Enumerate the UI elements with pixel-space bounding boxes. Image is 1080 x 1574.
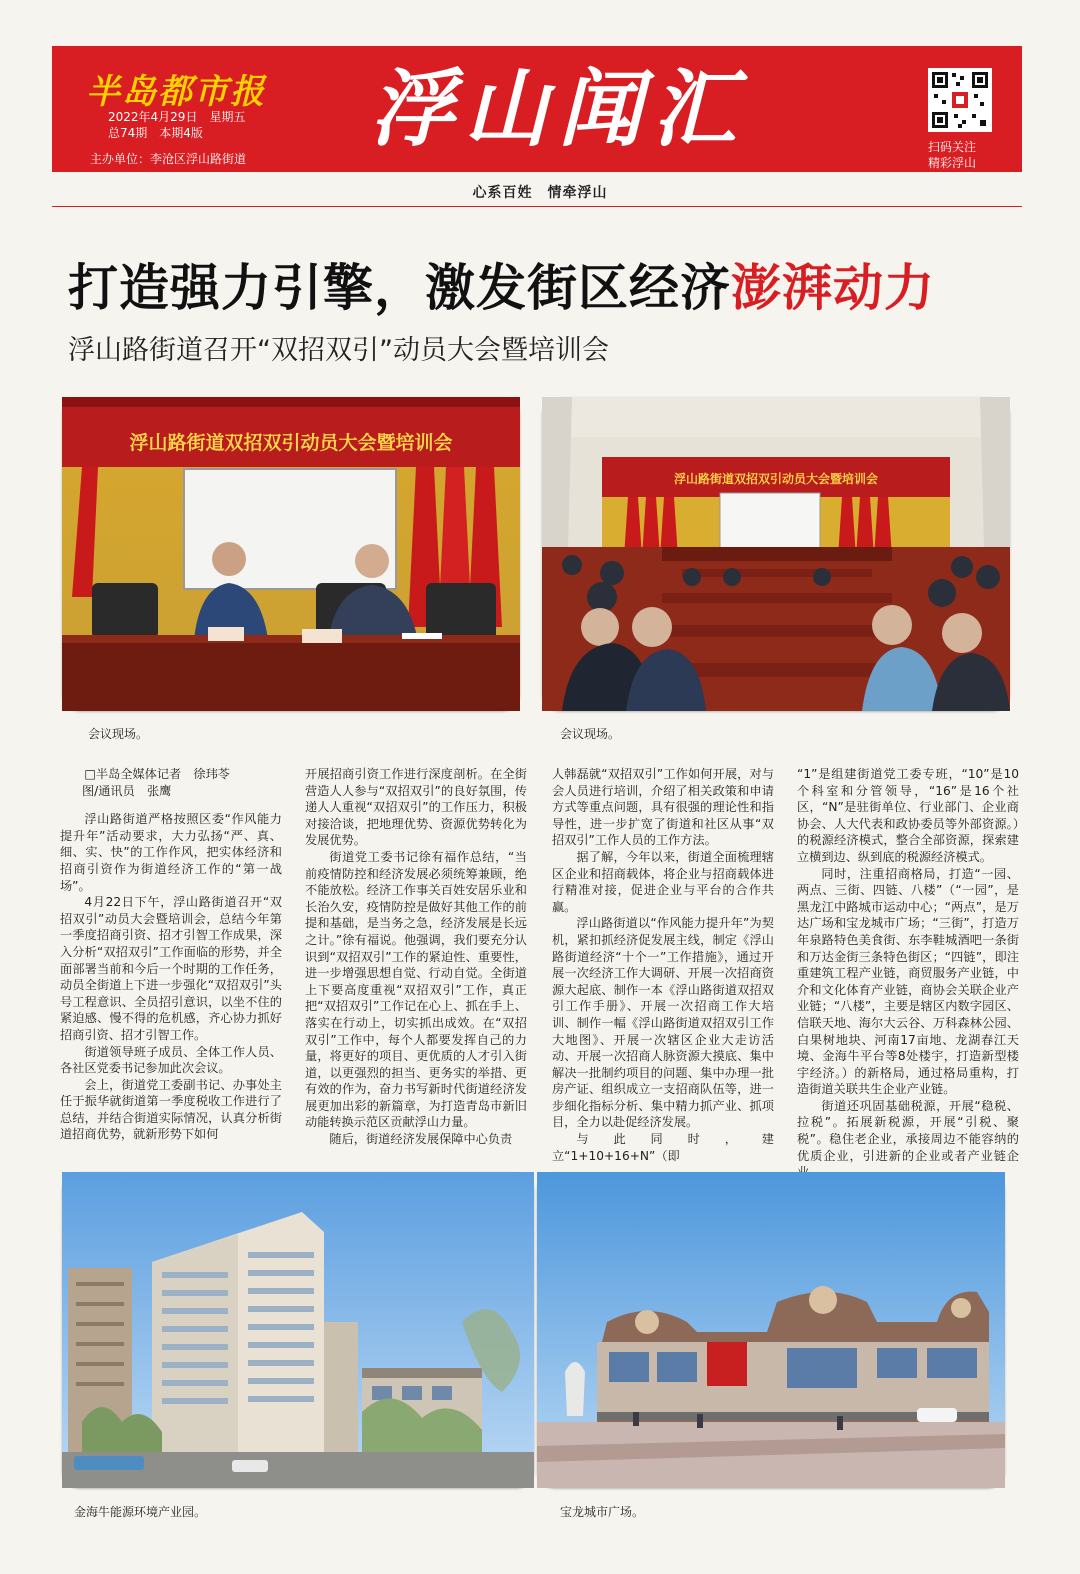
byline-photographer: 图/通讯员 张鹰 [81,783,172,798]
issue-date: 2022年4月29日 星期五 [108,110,246,124]
paragraph: 据了解，今年以来，街道全面梳理辖区企业和招商载体，将企业与招商载体进行精准对接，促进企业与平台的合作共赢。 [552,849,774,914]
slogan: 心系百姓 情牵浮山 [472,185,608,201]
qr-caption-1: 扫码关注 [928,140,977,154]
paragraph: 街道党工委书记徐有福作总结，“当前疫情防控和经济发展必须统筹兼顾，绝不能放松。经济工作事关百姓安居乐业和长治久安，疫情防控是做好其他工作的前提和基础，是当务之急，经济发展是长远之计。”徐有福说。他强调，我们要充分认识到“双招双引”工作的紧迫性、重要性，进一步增强思想自觉、行动自觉。全街道上下要高度重视“双招双引”工作，真正把“双招双引”工作记在心上、抓在手上、落实在行动上，切实抓出成效。在“双招双引”工作中，每个人都要发挥自己的力量，将更好的项目、更优质的人才引入街道，以更强烈的担当、更务实的举措、更有效的作为，奋力书写新时代街道经济发展更加出彩的新篇章，为打造青岛市新旧动能转换示范区贡献浮山力量。 [305,849,527,1130]
paragraph: 浮山路街道严格按照区委“作风能力提升年”活动要求，大力弘扬“严、真、细、实、快”的工作作风，把实体经济和招商引资作为街道经济工作的“第一战场”。 [60,812,282,893]
paragraph: 会上，街道党工委副书记、办事处主任于振华就街道第一季度税收工作进行了总结，并结合街道实际情况，认真分析街道招商优势，就新形势下如何 [60,1077,282,1142]
paragraph: 与此同时，建立“1+10+16+N”（即 [552,1132,774,1163]
paragraph: 街道还巩固基础税源，开展“稳税、拉税”。拓展新税源，开展“引税、聚税”。稳住老企业，承接周边不能容纳的优质企业，引进新的企业或者产业链企 [797,1098,1019,1163]
article-column-3 [552,766,774,1163]
paragraph: 4月22日下午，浮山路街道召开“双招双引”动员大会暨培训会，总结今年第一季度招商引资、招才引智工作成果，深入分析“双招双引”工作面临的形势，并全面部署当前和今后一个时期的工作任务，动员全街道上下进一步强化“双招双引”头号工程意识、全员招引意识，以坐不住的紧迫感、慢不得的危机感，齐心协力抓好招商引资、招才引智工作。 [60,895,282,1042]
byline-reporter: □半岛全媒体记者 徐玮苓 [84,767,230,781]
headline [68,248,1028,320]
headline-black: 打造强力引擎，激发街区经济 [68,259,731,317]
photo-caption-1: 会议现场。 [88,727,149,741]
paragraph: 随后，街道经济发展保障中心负责 [329,1132,513,1147]
photo-industrial-park[interactable] [62,1172,534,1488]
photo-meeting-hall[interactable] [542,397,1010,711]
photo-caption-4: 宝龙城市广场。 [560,1505,645,1519]
divider [52,206,1022,207]
paragraph: 人韩磊就“双招双引”工作如何开展，对与会人员进行培训，介绍了相关政策和申请方式等重点问题，具有很强的理论性和指导性，进一步扩宽了街道和社区从事“双招双引”工作人员的工作方法。 [552,767,774,848]
article-column-4 [797,766,1019,1163]
article-column-2 [305,766,527,1158]
paragraph: 街道领导班子成员、全体工作人员、各社区党委书记参加此次会议。 [60,1044,282,1076]
photo-meeting-podium[interactable] [62,397,520,711]
paragraph: “1”是组建街道党工委专班，“10”是10个科室和分管领导，“16”是16个社区，“N”是驻街单位、行业部门、企业商协会、人大代表和政协委员等外部资源。）的税源经济模式，整合全部资源，探索建立横到边、纵到底的税源经济模式。 [797,767,1019,864]
banner-text-2: 浮山路街道双招双引动员大会暨培训会 [673,472,879,486]
paragraph: 浮山路街道以“作风能力提升年”为契机，紧扣抓经济促发展主线，制定《浮山路街道经济“十个一”工作措施》，通过开展一次经济工作大调研、开展一次招商资源大起底、制作一本《浮山路街道双招双引工作手册》、开展一次招商工作大培训、制作一幅《浮山路街道双招双引工作大地图》、开展一次辖区企业大走访活动、开展一次招商人脉资源大摸底、集中解决一批制约项目的问题、集中办理一批房产证、组织成立一支招商队伍等，进一步细化指标分析、集中精力抓产业、抓项目，全力以赴促经济发展。 [552,916,774,1130]
photo-caption-3: 金海牛能源环境产业园。 [74,1505,207,1519]
sponsor-line: 主办单位：李沧区浮山路街道 [90,152,247,166]
paragraph: 同时，注重招商格局，打造“一园、两点、三街、四链、八楼”（“一园”，是黑龙江中路城市运动中心；“两点”，是万达广场和宝龙城市广场；“三街”，打造万年泉路特色美食街、东李鞋城酒吧一条街和万达金街三条特色街区；“四链”，即注重建筑工程产业链，商贸服务产业链，中介和文化体育产业链，商协会关联企业产业链；“八楼”，主要是辖区内数字园区、信联天地、海尔大云谷、万科森林公园、白果树地块、河南17亩地、龙湖春江天境、金海牛平台等8处楼宇，打造新型楼宇经济。）的新格局，通过格局重构，打造街道关联共生企业产业链。 [797,866,1019,1097]
qr-code-icon[interactable] [928,68,992,132]
subheadline: 浮山路街道召开“双招双引”动员大会暨培训会 [68,335,609,366]
brand-logo: 半岛都市报 [86,72,266,112]
issue-number: 总74期 本期4版 [108,126,203,140]
paragraph: 开展招商引资工作进行深度剖析。在全街营造人人参与“双招双引”的良好氛围，传递人人重视“双招双引”的工作压力，积极对接洽谈，把地理优势、资源优势转化为发展优势。 [305,767,527,848]
qr-caption-2: 精彩浮山 [928,156,977,170]
masthead [52,46,1022,172]
photo-plaza[interactable] [537,1172,1005,1488]
photo-caption-2: 会议现场。 [560,727,621,741]
headline-red: 澎湃动力 [731,259,935,317]
section-title: 浮山闻汇 [370,59,747,158]
article-column-1 [60,766,282,1158]
banner-text-1: 浮山路街道双招双引动员大会暨培训会 [129,432,453,454]
